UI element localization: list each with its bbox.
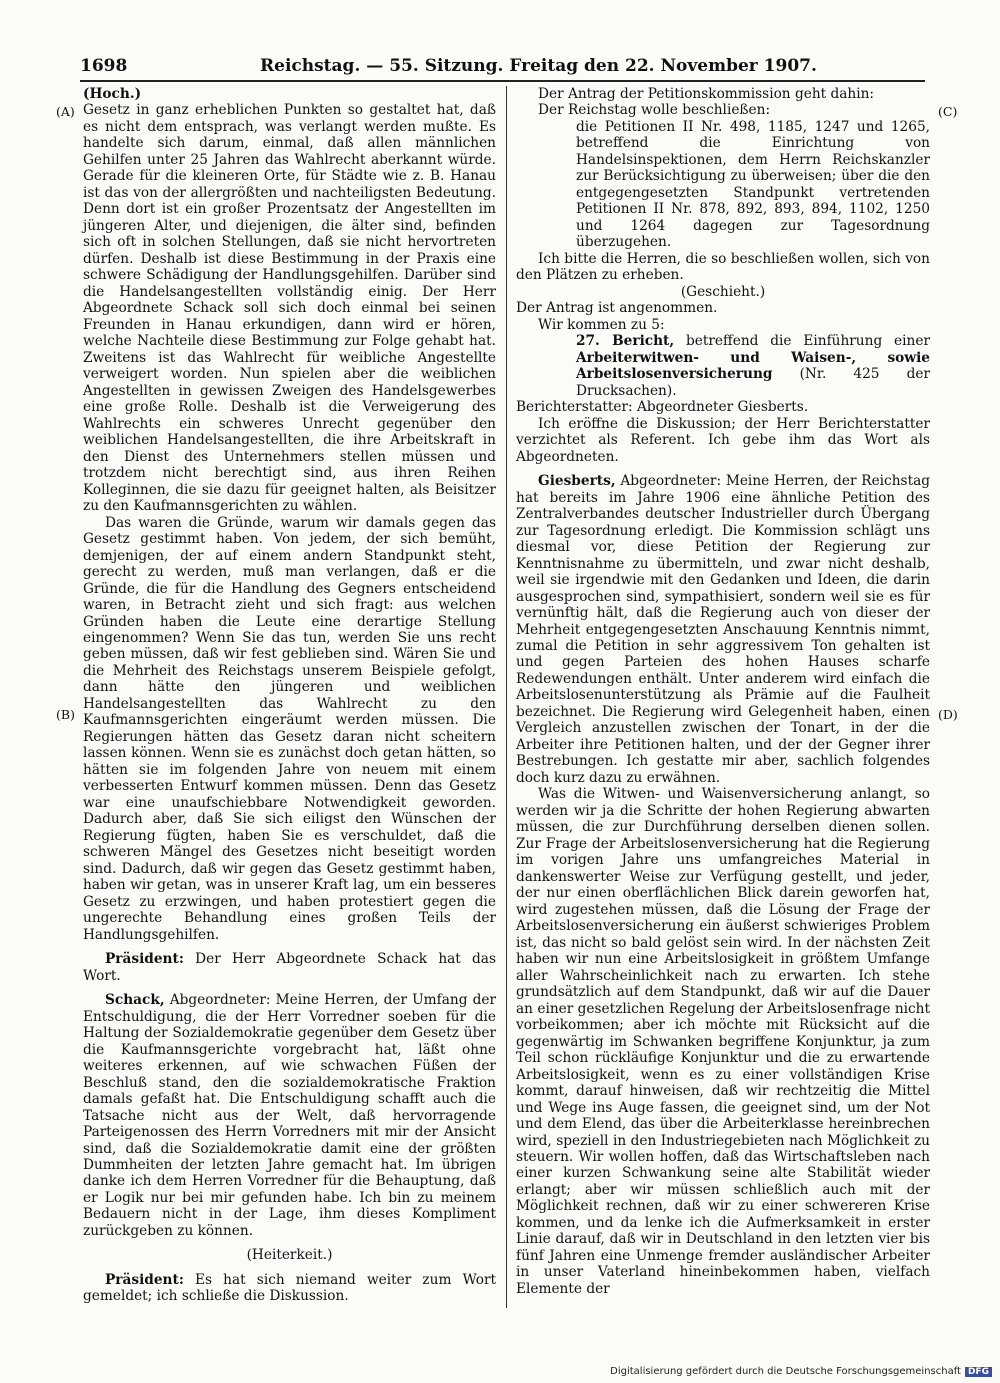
- agenda-title: 27. Bericht,: [576, 333, 675, 350]
- paragraph: [83, 1272, 496, 1305]
- agenda-item: [576, 333, 930, 399]
- paragraph: Der Antrag der Petitionskommission geht dahin:: [538, 86, 875, 102]
- paragraph: Der Antrag ist angenommen.: [516, 300, 718, 317]
- dfg-logo: DFG: [965, 1367, 992, 1377]
- speech-text: Abgeordneter: Meine Herren, der Umfang der Entschuldigung, die der Herr Vorredner soeben für die Haltung der Sozialdemokratie gegenüber dem Gesetz über die Kaufmannsgerichte vorgebracht hat, läßt ohne weiteres erkennen, auf wie schwachen Füßen der Beschluß stand, den die sozialdemokratische Fraktion damals gefaßt hat. Die Entschuldigung schafft auch die Tatsache nicht aus der Welt, daß hervorragende Parteigenossen des Herrn Vorredners mit mir der Ansicht sind, daß die Sozialdemokratie damit eine der größten Dummheiten der letzten Jahre gemacht hat. Im übrigen danke ich dem Herren Vorredner für die Behauptung, daß er Logik nur bei mir gefunden habe. Ich bin zu meinem Bedauern nicht in der Lage, ihm dieses Kompliment zurückgeben zu können.: [83, 992, 496, 1239]
- header-rule: [80, 80, 925, 82]
- paragraph: [83, 951, 496, 984]
- interjection: (Hoch.): [83, 86, 142, 102]
- paragraph: Ich eröffne die Diskussion; der Herr Berichterstatter verzichtet als Referent. Ich gebe ihm das Wort als Abgeordneten.: [516, 415, 930, 465]
- margin-marker-a: (A): [56, 104, 75, 119]
- speech-text: Abgeordneter: Meine Herren, der Reichstag hat bereits im Jahre 1906 eine ähnliche Petition des Zentralverbandes deutscher Industrieller durch Übergang zur Tagesordnung erledigt. Die Kommission schlägt uns diesmal vor, diese Petition der Regierung zur Kenntnisnahme zu übermitteln, und zwar nicht deshalb, weil sie irgendwie mit den Gedanken und Ideen, die darin ausgesprochen sind, sympathisiert, sondern weil sie es für vernünftig hält, daß die Regierung auch von dieser der Mehrheit entgegengesetzten Anschauung Kenntnis nimmt, zumal die Petition in sehr aggressivem Ton gehalten ist und gegen Parteien des hohen Hauses scharfe Redewendungen enthält. Unter anderem wird einfach die Arbeitslosenunterstützung als Prämie auf die Faulheit bezeichnet. Die Regierung wird Gelegenheit haben, einen Vergleich anzustellen zwischen der Tonart, in der die Arbeiter ihre Petitionen halten, und der der Gegner ihrer Bestrebungen. Ich gestatte mir aber, sachlich folgendes doch kurz dazu zu erwähnen.: [516, 473, 930, 786]
- speech-text: Es hat sich niemand weiter zum Wort gemeldet; ich schließe die Diskussion.: [83, 1271, 496, 1305]
- paragraph: Ich bitte die Herren, die so beschließen wollen, sich von den Plätzen zu erheben.: [516, 250, 930, 284]
- speaker-name: Präsident:: [105, 1271, 184, 1288]
- speaker-name: Präsident:: [105, 951, 184, 968]
- paragraph: Das waren die Gründe, warum wir damals gegen das Gesetz gestimmt haben. Von jedem, der sich bemüht, demjenigen, der auf einem andern Standpunkt steht, gerecht zu werden, muß man verlangen, daß er die Gründe, die für die Handlung des Gegners entscheidend waren, in Betracht zieht und sich fragt: aus welchen Gründen haben die Leute eine derartige Stellung eingenommen? Wenn Sie das tun, werden Sie uns recht geben müssen, daß wir fest geblieben sind. Wären Sie und die Mehrheit des Reichstags unserem Beispiele gefolgt, dann hätte den jüngeren und weiblichen Handelsangestellten das Wahlrecht zu den Kaufmannsgerichten eingeräumt werden müssen. Die Regierungen hätten das Gesetz daran nicht scheitern lassen können. Wenn sie es zunächst doch getan hätten, so hätten sie im folgenden Jahre von neuem mit einem verbesserten Entwurf kommen müssen. Denn das Gesetz war eine unaufschiebbare Notwendigkeit geworden. Dadurch aber, daß Sie sich eiligst den Wünschen der Regierung fügten, haben Sie es verschuldet, daß die schweren Mängel des Gesetzes nicht beseitigt worden sind. Dadurch, daß wir gegen das Gesetz gestimmt haben, haben wir getan, was in unserer Kraft lag, um ein besseres Gesetz zu erzwingen, und haben protestiert gegen die ungerechte Behandlung eines großen Teils der Handlungsgehilfen.: [83, 514, 496, 943]
- paragraph: Was die Witwen- und Waisenversicherung anlangt, so werden wir ja die Schritte der hohen Regierung abwarten müssen, die zur Durchführung derselben dienen sollen. Zur Frage der Arbeitslosenversicherung hat die Regierung im vorigen Jahre uns umfangreiches Material in dankenswerter Weise zur Verfügung gestellt, und jeder, der nur einen oberflächlichen Blick darein geworfen hat, wird zugestehen müssen, daß die Lösung der Frage der Arbeitslosenversicherung ein äußerst schwieriges Problem ist, das nicht so bald gelöst sein wird. In der nächsten Zeit haben wir nun eine Arbeitslosigkeit in größtem Umfange aller Wahrscheinlichkeit nach zu erwarten. Ich stehe grundsätzlich auf dem Standpunkt, daß wir auf die Dauer an einer gesetzlichen Regelung der Arbeitslosenfrage nicht vorbeikommen; aber ich möchte mit Rücksicht auf die gegenwärtig im Schwanken begriffene Konjunktur, ja zum Teil schon rückläufige Konjunktur und die zu erwartende Arbeitslosigkeit, wenn es zu einer vollständigen Krise kommt, darauf hinweisen, daß wir rechtzeitig die Mittel und Wege ins Auge fassen, die geeignet sind, um der Not und dem Elend, das über die Arbeiterklasse hereinbrechen wird, speziell in den Industriegebieten nach Möglichkeit zu steuern. Wir wollen hoffen, daß das Wirtschaftsleben nach einer kurzen Schwankung seine alte Stabilität wieder erlangt; aber wir müssen schließlich auch mit der Möglichkeit rechnen, daß wir zu einer schwereren Krise kommen, und da lenke ich die Aufmerksamkeit in erster Linie darauf, daß wir in Deutschland in den letzten vier bis fünf Jahren eine Unmenge fremder ausländischer Arbeiter in unser Vaterland hineinbekommen haben, vielfach Elemente der: [516, 786, 930, 1297]
- right-column: [516, 86, 930, 1297]
- margin-marker-d: (D): [938, 707, 958, 722]
- paragraph: Gesetz in ganz erheblichen Punkten so gestaltet hat, daß es nicht dem entsprach, was verlangt werden mußte. Es handelte sich darum, einmal, daß allen männlichen Gehilfen unter 25 Jahren das Wahlrecht aberkannt würde. Gerade für die kleineren Orte, für Städte wie z. B. Hanau ist das von der allergrößten und nachteiligsten Bedeutung. Denn dort ist ein großer Prozentsatz der Angestellten im jüngeren Alter, und diejenigen, die älter sind, befinden sich oft in solchen Stellungen, daß sie nicht hervortreten dürfen. Deshalb ist diese Bestimmung in der Praxis eine schwere Schädigung der Handlungsgehilfen. Darüber sind die Handelsangestellten vollständig einig. Der Herr Abgeordnete Schack soll sich doch einmal bei seinen Freunden in Hanau erkundigen, dann wird er hören, welche Nachteile diese Bestimmung zur Folge gehabt hat. Zweitens ist das Wahlrecht für weibliche Angestellte verweigert worden. Nun spielen aber die weiblichen Angestellten in gewissen Zweigen des Handelsgewerbes eine große Rolle. Deshalb ist die Verweigerung des Wahlrechts ein schweres Unrecht gegenüber den weiblichen Handelsangestellten, die ihre Arbeitskraft in den Dienst des Unternehmers stellen müssen und trotzdem nicht berechtigt sind, aus ihren Reihen Kolleginnen, die sie dazu für geeignet halten, als Beisitzer zu den Kaufmannsgerichten zu wählen.: [83, 102, 496, 515]
- page-number: 1698: [80, 56, 128, 76]
- paragraph: [516, 473, 930, 786]
- speaker-name: Schack,: [105, 992, 165, 1009]
- running-title: Reichstag. — 55. Sitzung. Freitag den 22. November 1907.: [260, 56, 817, 76]
- motion-text: die Petitionen II Nr. 498, 1185, 1247 und 1265, betreffend die Einrichtung von Handelsinspektionen, dem Herrn Reichskanzler zur Berücksichtigung zu überweisen; über die den entgegengesetzten Standpunkt vertretenden Petitionen II Nr. 878, 892, 893, 894, 1102, 1250 und 1264 dagegen zur Tagesordnung überzugehen.: [576, 118, 930, 251]
- interjection: (Geschieht.): [680, 283, 766, 300]
- left-column: [83, 86, 496, 1305]
- agenda-text: (Nr. 425 der Drucksachen).: [576, 366, 930, 399]
- margin-marker-c: (C): [938, 104, 958, 119]
- footer-credit: Digitalisierung gefördert durch die Deutsche Forschungsgemeinschaft: [610, 1366, 961, 1377]
- margin-marker-b: (B): [56, 707, 75, 722]
- interjection: (Heiterkeit.): [246, 1247, 333, 1264]
- agenda-text: betreffend die Einführung einer: [674, 333, 930, 350]
- column-divider: [506, 86, 507, 1308]
- page-header: [80, 56, 925, 78]
- footer: [610, 1366, 992, 1377]
- speech-text: Der Herr Abgeordnete Schack hat das Wort.: [83, 951, 496, 984]
- agenda-title: Arbeiterwitwen- und Waisen-, sowie Arbeitslosenversicherung: [576, 349, 930, 383]
- paragraph: [83, 992, 496, 1239]
- speaker-name: Giesberts,: [538, 473, 616, 490]
- paragraph: Der Reichstag wolle beschließen:: [538, 102, 771, 119]
- paragraph: Wir kommen zu 5:: [538, 316, 665, 333]
- paragraph: Berichterstatter: Abgeordneter Giesberts.: [516, 399, 809, 416]
